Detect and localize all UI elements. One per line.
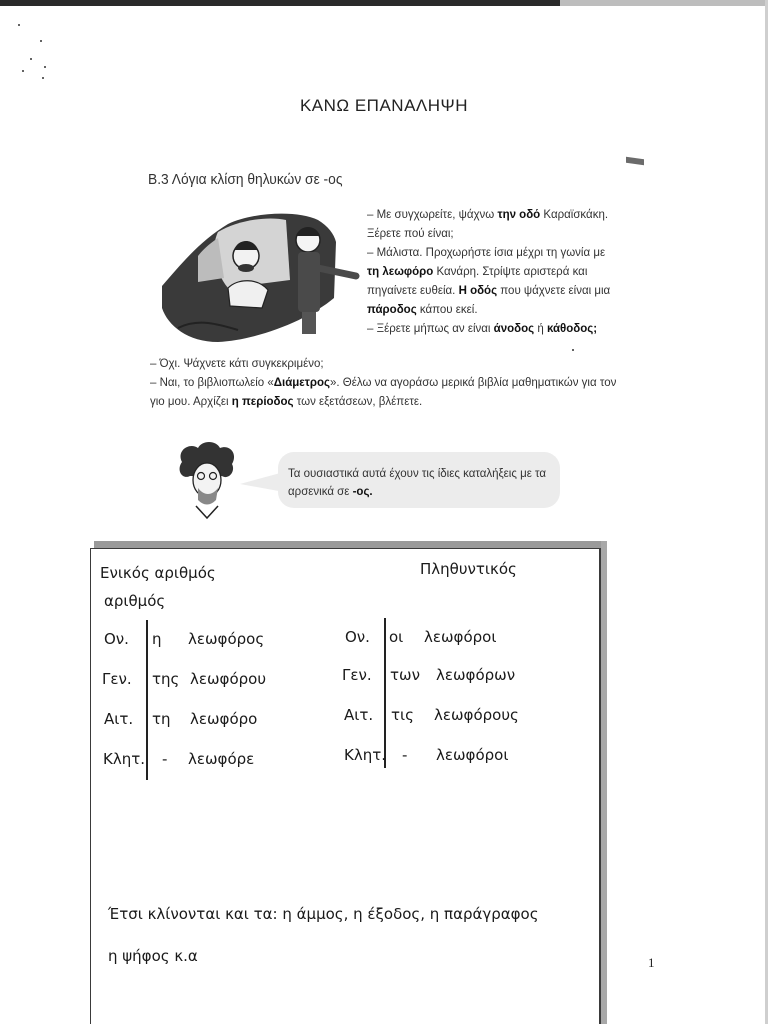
table-shadow (94, 541, 606, 548)
scan-corner-mark (626, 157, 644, 166)
scan-speck (30, 58, 32, 60)
table-shadow (601, 541, 607, 1024)
scan-speck (42, 77, 44, 79)
singular-article: τη (152, 710, 171, 728)
plural-case: Γεν. (342, 666, 372, 684)
dialogue-line: τη λεωφόρο Κανάρη. Στρίψτε αριστερά και (367, 266, 588, 278)
dialogue-line: – Με συγχωρείτε, ψάχνω την οδό Καραϊσκάκη. (367, 209, 609, 221)
dialogue-bottom-block (150, 355, 620, 412)
singular-case: Κλητ. (103, 750, 146, 768)
plural-case: Κλητ. (344, 746, 387, 764)
singular-article: - (162, 750, 168, 768)
plural-article: - (402, 746, 408, 764)
scan-speck (572, 349, 574, 351)
singular-header-extra: αριθμός (104, 592, 166, 610)
dialogue-right-block (367, 206, 617, 339)
plural-header: Πληθυντικός (420, 560, 517, 578)
scan-speck (44, 66, 46, 68)
singular-case: Αιτ. (104, 710, 134, 728)
scan-speck (18, 24, 20, 26)
singular-noun: λεωφόρε (188, 750, 255, 768)
singular-divider (146, 620, 148, 780)
singular-case: Ον. (104, 630, 129, 648)
singular-header: Ενικός αριθμός (100, 564, 216, 582)
dialogue-line: γιο μου. Αρχίζει η περίοδος των εξετάσεων, βλέπετε. (150, 396, 423, 408)
dialogue-line: πηγαίνετε ευθεία. Η οδός που ψάχνετε είναι μια (367, 285, 611, 297)
dialogue-line: – Ναι, το βιβλιοπωλείο «Διάμετρος». Θέλω να αγοράσω μερικά βιβλία μαθηματικών για τον (150, 377, 617, 389)
footer-note: Έτσι κλίνονται και τα: η άμμος, η έξοδος, η παράγραφος (108, 905, 539, 923)
singular-noun: λεωφόρος (188, 630, 265, 648)
scan-speck (22, 70, 24, 72)
plural-noun: λεωφόροι (424, 628, 497, 646)
singular-article: της (152, 670, 180, 688)
page-title: ΚΑΝΩ ΕΠΑΝΑΛΗΨΗ (299, 96, 469, 115)
plural-noun: λεωφόρων (436, 666, 516, 684)
dialogue-line: – Μάλιστα. Προχωρήστε ίσια μέχρι τη γωνία με (367, 247, 606, 259)
professor-illustration (176, 440, 238, 520)
plural-case: Ον. (345, 628, 370, 646)
singular-article: η (152, 630, 162, 648)
dialogue-line: – Ξέρετε μήπως αν είναι άνοδος ή κάθοδος; (367, 323, 598, 335)
dialogue-line: πάροδος κάπου εκεί. (367, 304, 478, 316)
plural-noun: λεωφόροι (436, 746, 509, 764)
plural-case: Αιτ. (344, 706, 374, 724)
scan-speck (40, 40, 42, 42)
section-heading: Β.3 Λόγια κλίση θηλυκών σε -ος (148, 171, 343, 188)
plural-noun: λεωφόρους (434, 706, 519, 724)
singular-case: Γεν. (102, 670, 132, 688)
plural-article: οι (389, 628, 404, 646)
scan-top-edge-light (560, 0, 768, 6)
plural-article: των (390, 666, 420, 684)
dialogue-line: Ξέρετε πού είναι; (367, 228, 454, 240)
plural-article: τις (391, 706, 414, 724)
speech-bubble-text: Τα ουσιαστικά αυτά έχουν τις ίδιες καταλήξεις με τα αρσενικά σε -ος. (288, 468, 547, 498)
car-illustration (158, 208, 363, 348)
singular-noun: λεωφόρου (190, 670, 266, 688)
footer-note-continued: η ψήφος κ.α (108, 947, 198, 965)
singular-noun: λεωφόρο (190, 710, 258, 728)
page-number: 1 (648, 955, 655, 970)
dialogue-line: – Όχι. Ψάχνετε κάτι συγκεκριμένο; (150, 358, 324, 370)
